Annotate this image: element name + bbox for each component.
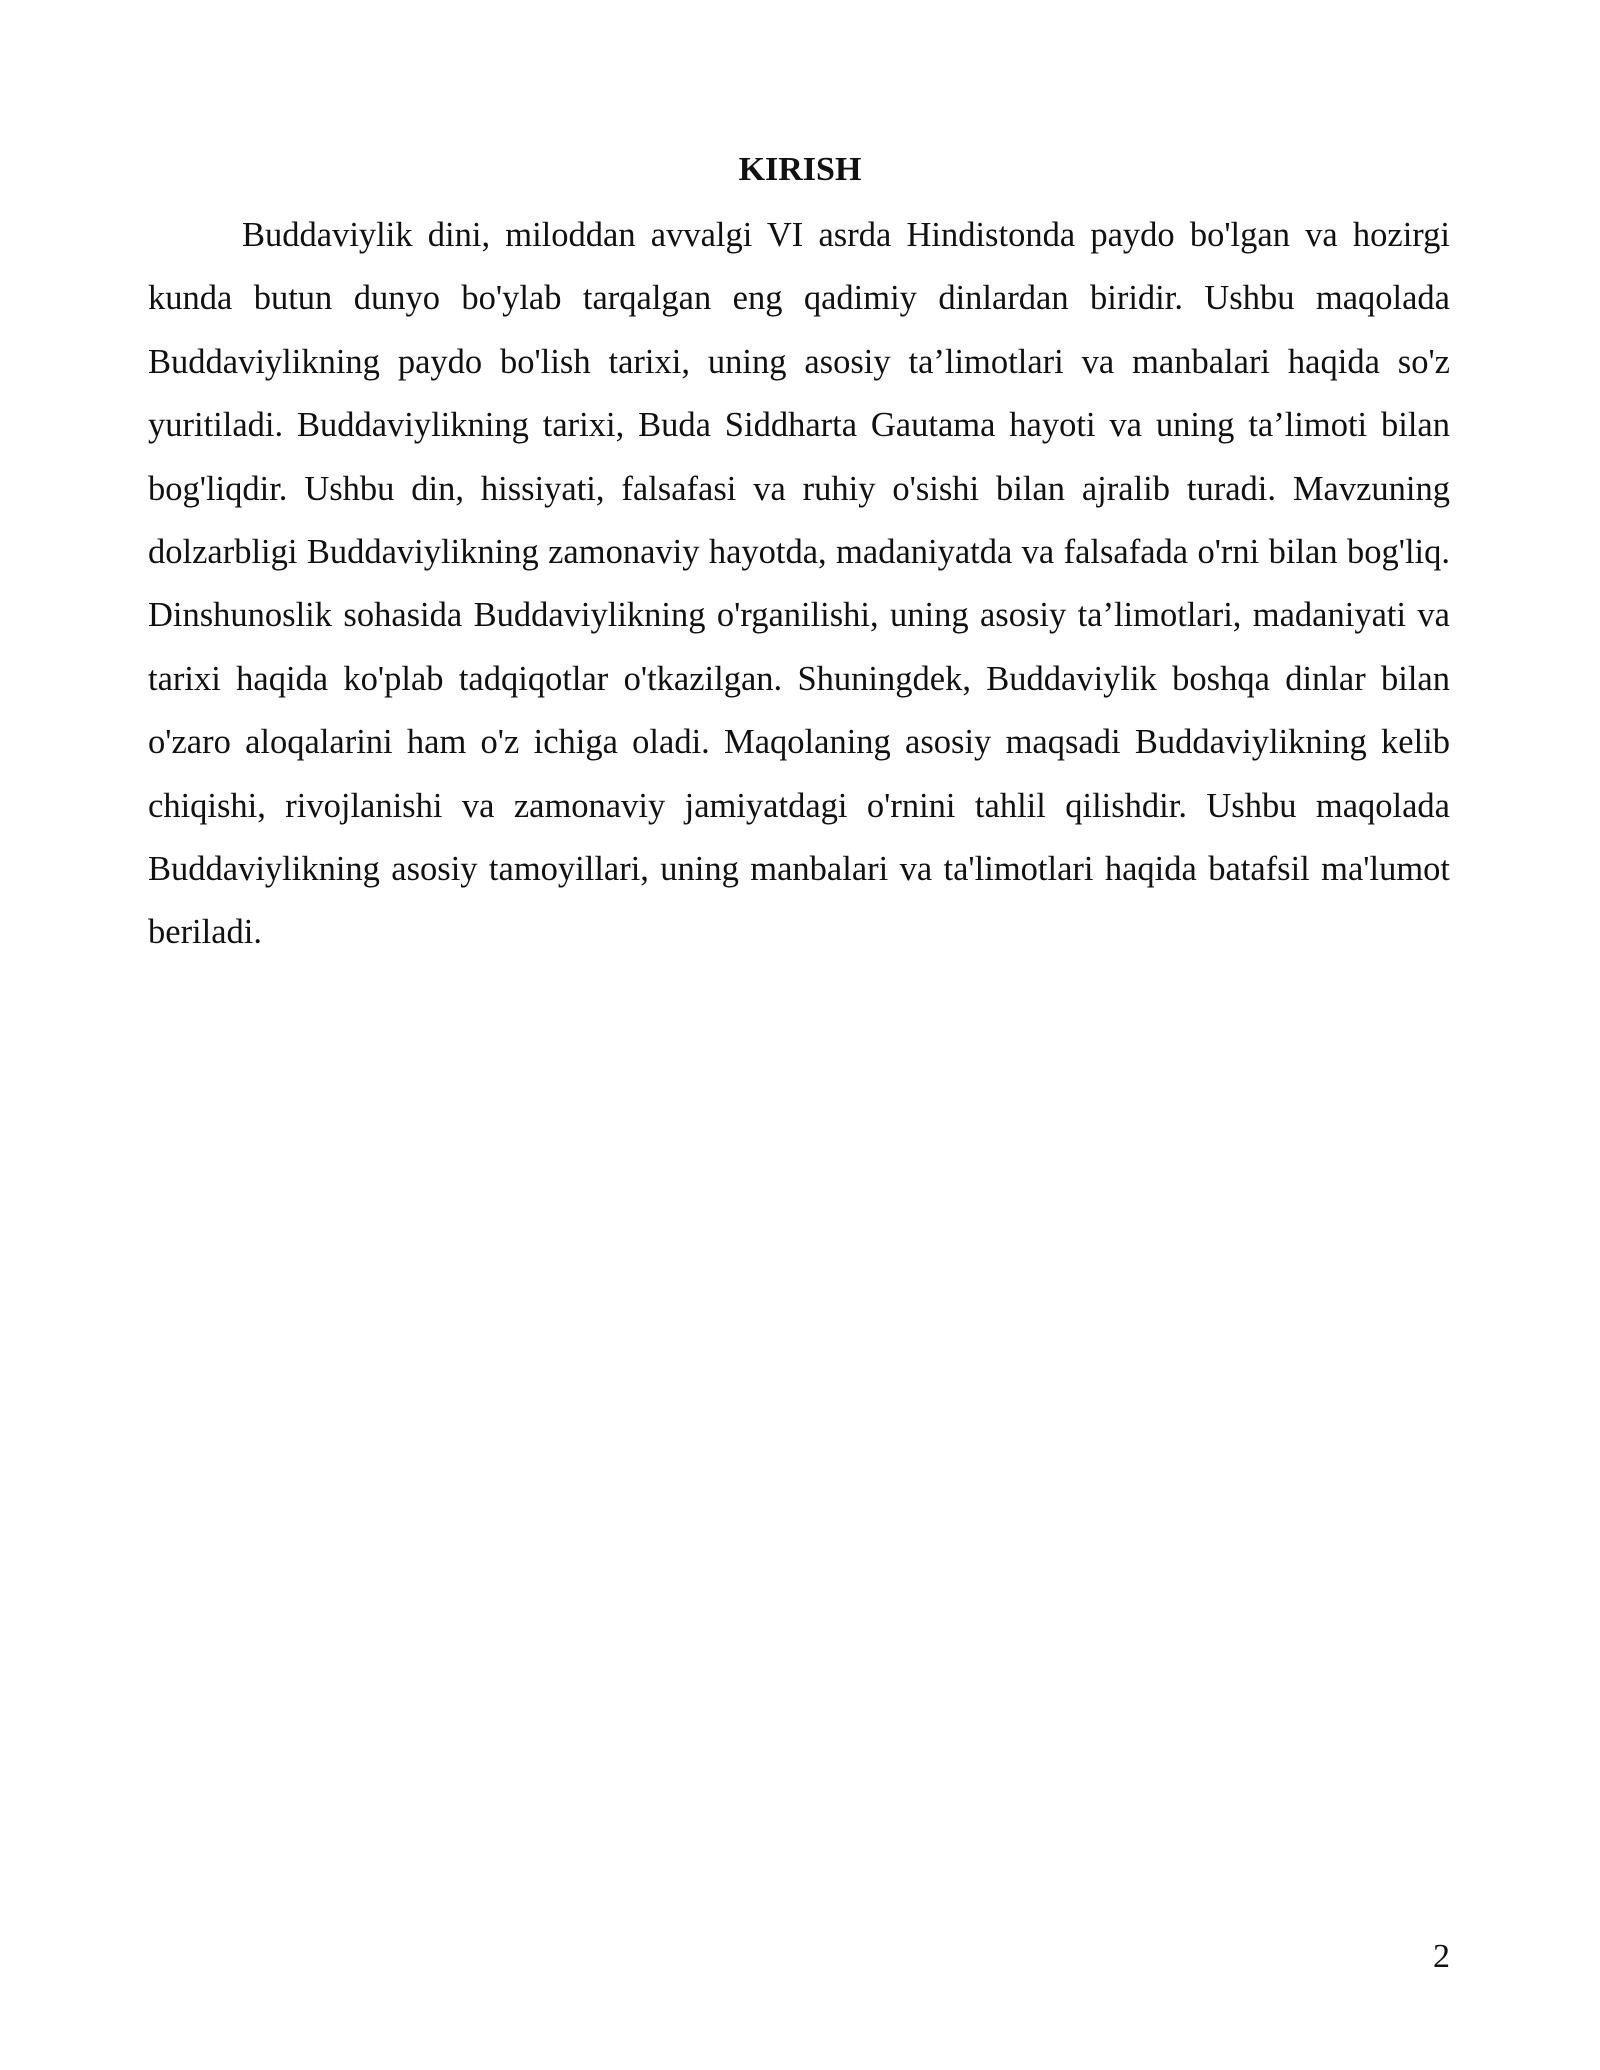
page-content [148, 140, 1450, 965]
page-number: 2 [1433, 1938, 1450, 1975]
section-heading: KIRISH [738, 151, 862, 188]
body-paragraph: Buddaviylik dini, miloddan avvalgi VI asrda Hindistonda paydo bo'lgan va hozirgi kunda butun dunyo bo'ylab tarqalgan eng qadimiy dinlardan biridir. Ushbu maqolada Buddaviylikning paydo bo'lish tarixi, uning asosiy ta’limotlari va manbalari haqida so'z yuritiladi. Buddaviylikning tarixi, Buda Siddharta Gautama hayoti va uning ta’limoti bilan bog'liqdir. Ushbu din, hissiyati, falsafasi va ruhiy o'sishi bilan ajralib turadi. Mavzuning dolzarbligi Buddaviylikning zamonaviy hayotda, madaniyatda va falsafada o'rni bilan bog'liq. Dinshunoslik sohasida Buddaviylikning o'rganilishi, uning asosiy ta’limotlari, madaniyati va tarixi haqida ko'plab tadqiqotlar o'tkazilgan. Shuningdek, Buddaviylik boshqa dinlar bilan o'zaro aloqalarini ham o'z ichiga oladi. Maqolaning asosiy maqsadi Buddaviylikning kelib chiqishi, rivojlanishi va zamonaviy jamiyatdagi o'rnini tahlil qilishdir. Ushbu maqolada Buddaviylikning asosiy tamoyillari, uning manbalari va ta'limotlari haqida batafsil ma'lumot beriladi. [148, 216, 1450, 952]
